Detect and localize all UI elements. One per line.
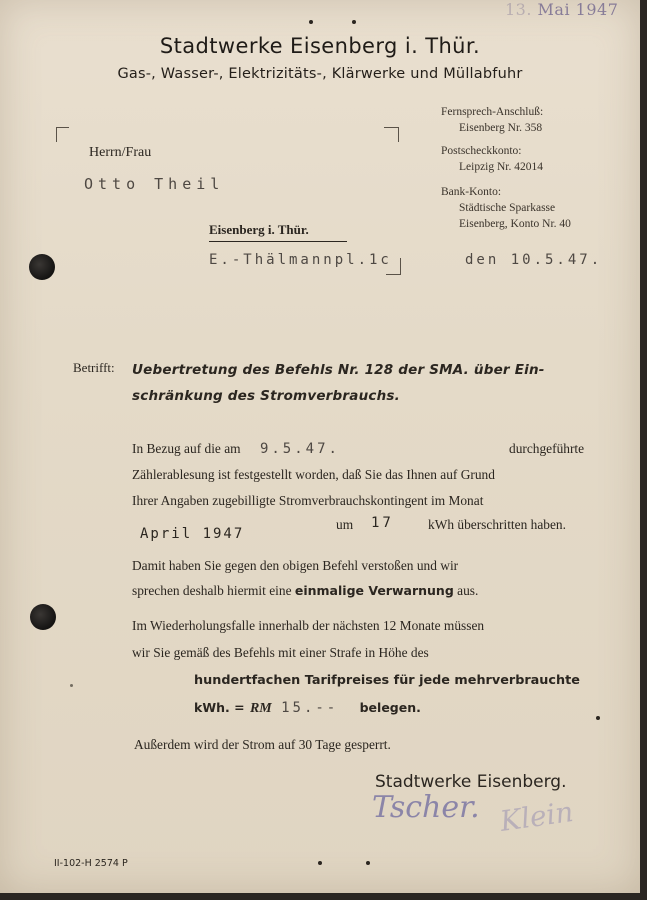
contact-postcheck xyxy=(441,143,543,175)
stamp-month-year: Mai 1947 xyxy=(537,0,619,19)
body-line xyxy=(132,441,340,457)
warning-emphasis: einmalige Verwarnung xyxy=(294,583,454,598)
postcheck-value: Leipzig Nr. 42014 xyxy=(459,161,543,173)
ink-speck xyxy=(318,861,322,865)
body-line: Außerdem wird der Strom auf 30 Tage gesperrt. xyxy=(134,737,391,752)
salutation: Herrn/Frau xyxy=(89,145,152,160)
city-underline xyxy=(209,241,347,242)
body-text: kWh überschritten haben. xyxy=(428,517,566,532)
body-text: belegen. xyxy=(359,700,421,715)
body-line: Damit haben Sie gegen den obigen Befehl verstoßen und wir xyxy=(132,558,459,573)
body-text: In Bezug auf die am xyxy=(132,441,241,456)
phone-label: Fernsprech-Anschluß: xyxy=(441,106,544,118)
kwh-label: kWh. = xyxy=(194,700,245,715)
body-line: Zählerablesung ist festgestellt worden, daß Sie das Ihnen auf Grund xyxy=(132,467,495,482)
bank-value: Eisenberg, Konto Nr. 40 xyxy=(459,218,571,230)
body-line: Ihrer Angaben zugebilligte Stromverbrauchskontingent im Monat xyxy=(132,493,484,508)
currency-sign: RM xyxy=(249,701,272,716)
month-typed: April 1947 xyxy=(140,526,245,542)
penalty-emphasis: hundertfachen Tarifpreises für jede mehrverbrauchte xyxy=(194,673,580,688)
fine-amount: 15.-- xyxy=(281,700,339,716)
reading-date: 9.5.47. xyxy=(259,441,340,457)
window-corner-mark xyxy=(384,127,399,142)
kwh-amount: 17 xyxy=(371,515,394,531)
body-text: sprechen deshalb hiermit eine xyxy=(132,583,292,598)
subject-label: Betrifft: xyxy=(73,360,115,375)
body-line xyxy=(132,583,478,599)
ink-speck xyxy=(596,716,600,720)
letterhead-title: Stadtwerke Eisenberg i. Thür. xyxy=(159,34,481,58)
body-text: aus. xyxy=(457,583,479,598)
subject-text xyxy=(132,357,602,409)
subject-line: schränkung des Stromverbrauchs. xyxy=(132,388,400,404)
recipient-street: E.-Thälmannpl.1c xyxy=(209,252,392,268)
punch-hole xyxy=(29,254,55,280)
subject-line: Uebertretung des Befehls Nr. 128 der SMA. über Ein- xyxy=(132,362,545,378)
bank-label: Bank-Konto: xyxy=(441,186,502,198)
letter-date: den 10.5.47. xyxy=(465,252,603,268)
window-corner-mark xyxy=(56,127,69,142)
staple-mark xyxy=(309,20,313,24)
body-line: wir Sie gemäß des Befehls mit einer Strafe in Höhe des xyxy=(132,645,429,660)
ink-speck xyxy=(70,684,73,687)
handwritten-signature: Tscher. xyxy=(372,790,480,825)
bank-name: Städtische Sparkasse xyxy=(459,202,556,214)
recipient-name: Otto Theil xyxy=(84,175,225,193)
contact-phone xyxy=(441,104,543,136)
body-text: um xyxy=(336,517,354,532)
received-date-stamp xyxy=(505,0,618,19)
signature-organization: Stadtwerke Eisenberg. xyxy=(375,772,567,792)
form-code: II-102-H 2574 P xyxy=(54,858,128,869)
recipient-city: Eisenberg i. Thür. xyxy=(209,222,309,237)
ink-speck xyxy=(366,861,370,865)
handwritten-signature: Klein xyxy=(498,795,576,838)
fine-line xyxy=(194,700,421,717)
phone-value: Eisenberg Nr. 358 xyxy=(459,122,543,134)
letterhead-subtitle: Gas-, Wasser-, Elektrizitäts-, Klärwerke und Müllabfuhr xyxy=(117,66,523,82)
stamp-day: 13. xyxy=(505,0,532,19)
contact-bank xyxy=(441,184,571,232)
punch-hole xyxy=(30,604,56,630)
body-text: durchgeführte xyxy=(509,441,585,456)
body-line: Im Wiederholungsfalle innerhalb der nächsten 12 Monate müssen xyxy=(132,618,485,633)
postcheck-label: Postscheckkonto: xyxy=(441,145,522,157)
staple-mark xyxy=(352,20,356,24)
